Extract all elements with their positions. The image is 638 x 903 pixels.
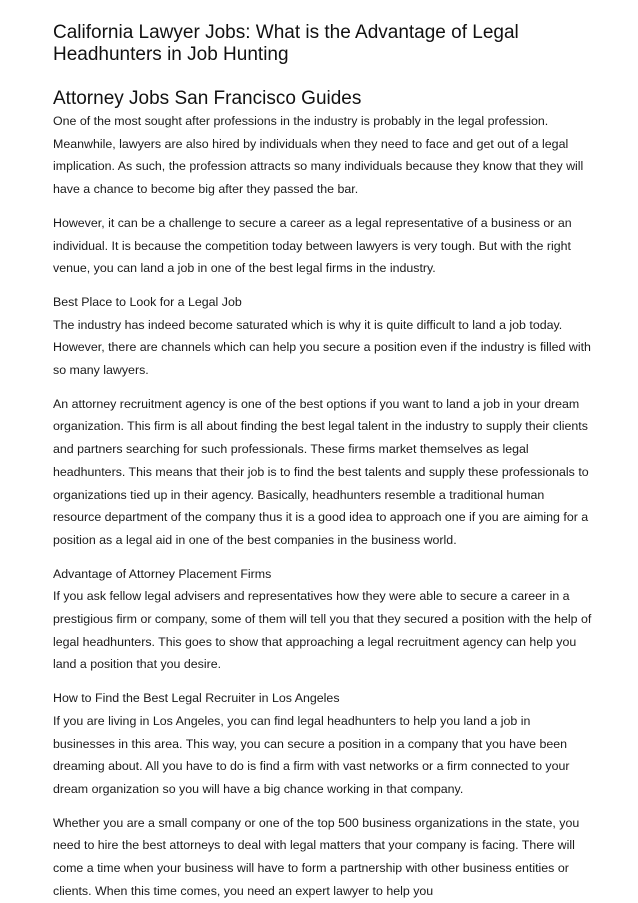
- paragraph: An attorney recruitment agency is one of the best options if you want to land a job in your dream organization. This firm is all about finding the best legal talent in the industry to supply their clients and partners searching for such professionals. These firms market themselves as legal headhunters. This means that their job is to find the best talents and supply these professionals to organizations tied up in their agency. Basically, headhunters resemble a traditional human resource department of the company thus it is a good idea to approach one if you are aiming for a position as a legal aid in one of the best companies in the business world.: [53, 396, 589, 547]
- paragraph: Whether you are a small company or one of the top 500 business organizations in the state, you need to hire the best attorneys to deal with legal matters that your company is facing. There will come a time when your business will have to form a partnership with other business entities or clients. When this time comes, you need an expert lawyer to help you: [53, 815, 580, 898]
- section-heading: Best Place to Look for a Legal Job: [53, 294, 242, 309]
- paragraph: The industry has indeed become saturated which is why it is quite difficult to land a job today. However, there are channels which can help you secure a position even if the industry is filled with so many lawyers.: [53, 317, 591, 378]
- paragraph: If you are living in Los Angeles, you can find legal headhunters to help you land a job in businesses in this area. This way, you can secure a position in a company that you have been dreaming about. All you have to do is find a firm with vast networks or a firm connected to your dream organization so you will have a big chance working in that company.: [53, 713, 570, 796]
- document-subtitle: Attorney Jobs San Francisco Guides: [53, 88, 362, 109]
- paragraph: However, it can be a challenge to secure a career as a legal representative of a business or an individual. It is because the competition today between lawyers is very tough. But with the right venue, you can land a job in one of the best legal firms in the industry.: [53, 215, 572, 276]
- paragraph: One of the most sought after professions in the industry is probably in the legal profession. Meanwhile, lawyers are also hired by individuals when they need to face and get out of a legal implication. As such, the profession attracts so many individuals because they know that they will have a chance to become big after they passed the bar.: [53, 114, 584, 197]
- paragraph: If you ask fellow legal advisers and representatives how they were able to secure a career in a prestigious firm or company, some of them will tell you that they secured a position with the help of legal headhunters. This goes to show that approaching a legal recruitment agency can help you land a position that you desire.: [53, 589, 592, 672]
- section-heading: Advantage of Attorney Placement Firms: [53, 566, 272, 581]
- document-title: California Lawyer Jobs: What is the Advantage of Legal Headhunters in Job Hunting: [53, 22, 519, 65]
- document-page: [53, 22, 593, 903]
- section-heading: How to Find the Best Legal Recruiter in Los Angeles: [53, 691, 340, 706]
